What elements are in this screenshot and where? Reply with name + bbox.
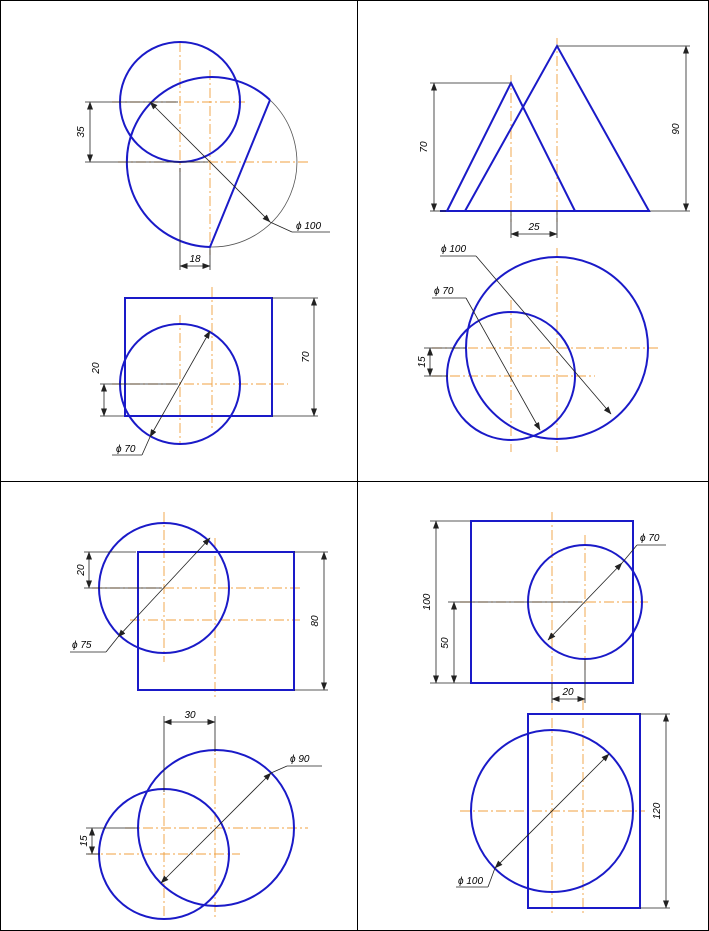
table-grid	[1, 1, 709, 931]
panel-2-dimensions	[417, 46, 690, 430]
panel-1-top-view	[112, 42, 310, 255]
panel-2	[417, 38, 690, 452]
panel-3-dim-d90: ϕ 90	[290, 754, 310, 765]
panel-1-dim-d100: ϕ 100	[296, 221, 322, 232]
panel-4-dim-50: 50	[440, 637, 451, 649]
panel-4-dim-d100: ϕ 100	[458, 876, 484, 887]
panel-1-dim-35: 35	[76, 126, 87, 138]
panel-4-dim-100: 100	[422, 593, 433, 611]
panel-4-dim-20: 20	[562, 687, 574, 698]
panel-2-dim-70: 70	[419, 141, 430, 153]
panel-3-dim-20: 20	[76, 564, 87, 576]
panel-1-dim-d70: ϕ 70	[116, 444, 136, 455]
panel-2-top-view	[432, 248, 660, 452]
panel-3-dim-15: 15	[79, 835, 90, 847]
panel-2-dim-d100: ϕ 100	[441, 244, 467, 255]
panel-3-dim-d75: ϕ 75	[72, 640, 92, 651]
panel-1-dimensions	[76, 102, 330, 455]
panel-4-top-view	[460, 512, 648, 696]
panel-2-dim-25: 25	[528, 222, 540, 233]
panel-1	[76, 42, 330, 455]
panel-2-dim-15: 15	[417, 356, 428, 368]
panel-4-dim-120: 120	[652, 802, 663, 820]
panel-3	[70, 512, 328, 919]
panel-4-dim-d70: ϕ 70	[640, 533, 660, 544]
panel-4	[422, 512, 670, 914]
panel-3-top-view	[92, 512, 300, 700]
panel-3-dim-30: 30	[184, 710, 196, 721]
panel-2-front-view	[440, 38, 650, 222]
panel-3-front-view	[88, 740, 308, 919]
panel-4-front-view	[460, 700, 645, 914]
panel-1-dim-18: 18	[189, 254, 201, 265]
panel-2-dim-d70: ϕ 70	[434, 286, 454, 297]
panel-1-dim-20: 20	[91, 362, 102, 374]
panel-2-dim-90: 90	[671, 123, 682, 135]
panel-3-dim-80: 80	[310, 615, 321, 627]
panel-1-dim-70: 70	[301, 351, 312, 363]
panel-3-dimensions	[70, 538, 328, 883]
panel-1-front-view	[112, 287, 288, 445]
